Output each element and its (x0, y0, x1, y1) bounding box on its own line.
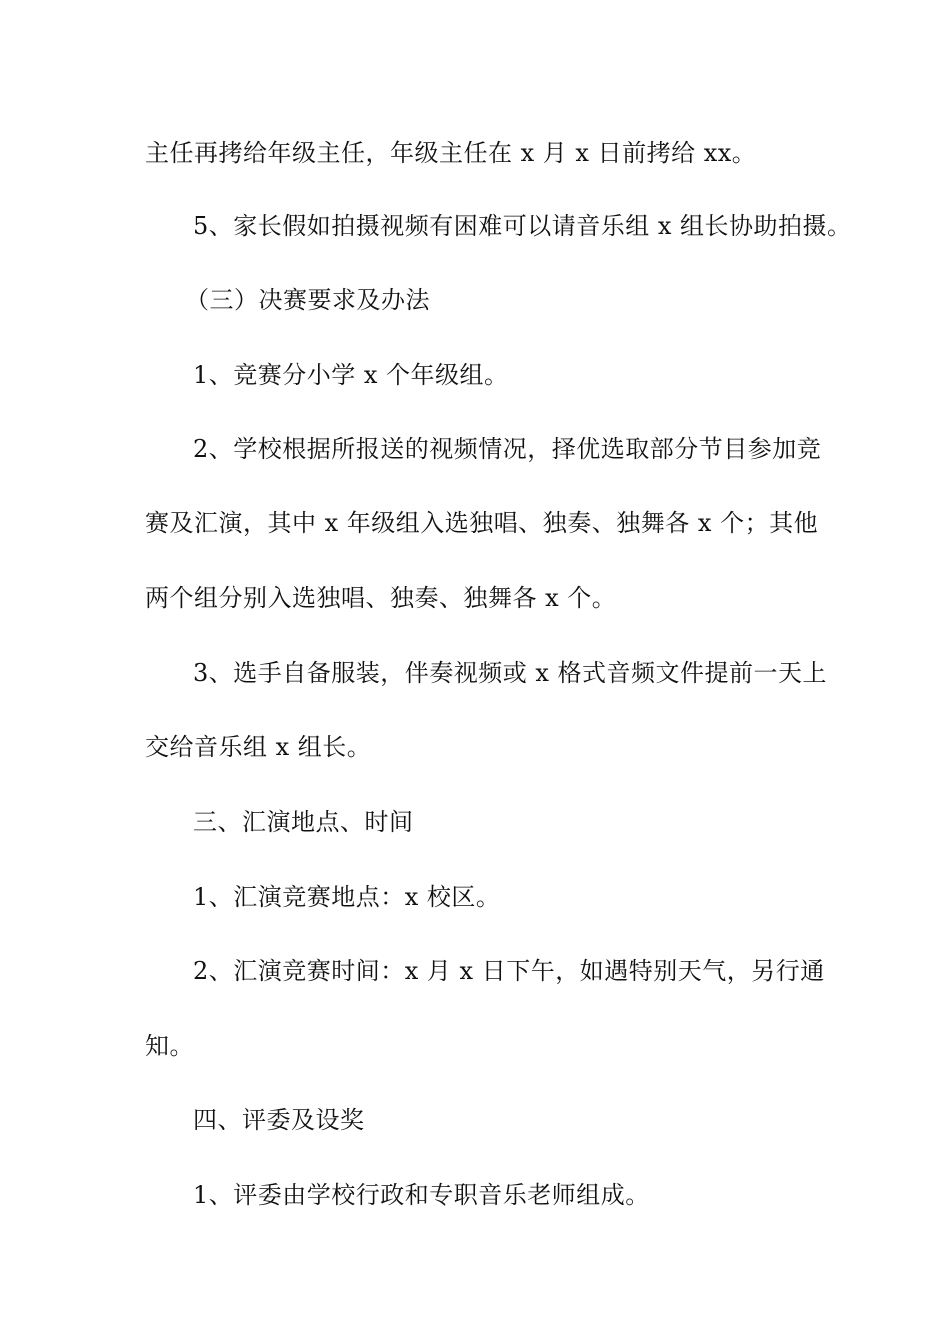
paragraph-line-15: 1、评委由学校行政和专职音乐老师组成。 (193, 1181, 650, 1209)
paragraph-line-6: 赛及汇演，其中 x 年级组入选独唱、独奏、独舞各 x 个；其他 (145, 509, 819, 537)
section-heading-judges-awards: 四、评委及设奖 (193, 1106, 365, 1134)
paragraph-line-5: 2、学校根据所报送的视频情况，择优选取部分节目参加竞 (193, 435, 822, 463)
paragraph-line-1: 主任再拷给年级主任，年级主任在 x 月 x 日前拷给 xx。 (145, 139, 757, 167)
paragraph-line-12: 2、汇演竞赛时间：x 月 x 日下午，如遇特别天气，另行通 (193, 957, 825, 985)
paragraph-line-2: 5、家长假如拍摄视频有困难可以请音乐组 x 组长协助拍摄。 (193, 212, 852, 240)
paragraph-line-13: 知。 (145, 1032, 194, 1060)
section-heading-venue-time: 三、汇演地点、时间 (193, 808, 414, 836)
paragraph-line-4: 1、竞赛分小学 x 个年级组。 (193, 361, 509, 389)
paragraph-line-9: 交给音乐组 x 组长。 (145, 733, 372, 761)
paragraph-line-11: 1、汇演竞赛地点：x 校区。 (193, 883, 501, 911)
paragraph-line-8: 3、选手自备服装，伴奏视频或 x 格式音频文件提前一天上 (193, 659, 828, 687)
section-heading-final-requirements: （三）决赛要求及办法 (185, 286, 430, 314)
paragraph-line-7: 两个组分别入选独唱、独奏、独舞各 x 个。 (145, 584, 617, 612)
